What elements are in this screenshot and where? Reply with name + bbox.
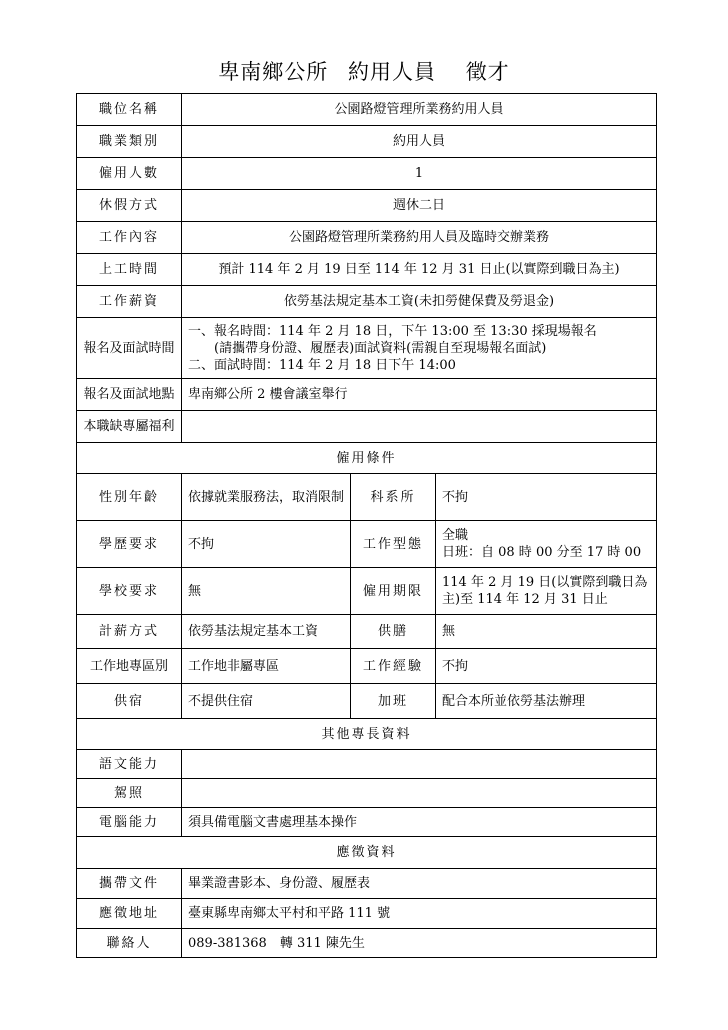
value-contact: 089-381368 轉 311 陳先生 (182, 929, 657, 958)
condition-row (77, 684, 657, 719)
label-school: 學校要求 (77, 568, 182, 615)
value-experience: 不拘 (436, 649, 657, 684)
title-role: 約用人員 (348, 60, 436, 84)
label-headcount: 僱用人數 (77, 158, 182, 190)
title-org: 卑南鄉公所 (218, 60, 329, 84)
label-gender-age: 性別年齡 (77, 474, 182, 521)
value-benefits (182, 411, 657, 443)
condition-row (77, 474, 657, 521)
row-license (77, 779, 657, 808)
value-gender-age: 依據就業服務法，取消限制 (182, 474, 351, 521)
row-leave-type (77, 190, 657, 222)
condition-row (77, 615, 657, 649)
value-language (182, 750, 657, 779)
row-job-category (77, 126, 657, 158)
value-address: 臺東縣卑南鄉太平村和平路 111 號 (182, 899, 657, 929)
label-work-zone: 工作地專區別 (77, 649, 182, 684)
value-documents: 畢業證書影本、身份證、履歷表 (182, 869, 657, 899)
row-headcount (77, 158, 657, 190)
row-start-time (77, 254, 657, 286)
value-meals: 無 (436, 615, 657, 649)
value-computer: 須具備電腦文書處理基本操作 (182, 808, 657, 837)
section-conditions (77, 443, 657, 474)
value-pay-method: 依勞基法規定基本工資 (182, 615, 351, 649)
row-interview-time (77, 318, 657, 379)
section-header-conditions: 僱用條件 (77, 443, 657, 474)
value-overtime: 配合本所並依勞基法辦理 (436, 684, 657, 719)
label-work-type: 工作型態 (351, 521, 436, 568)
value-headcount: 1 (182, 158, 657, 190)
value-position-name: 公園路燈管理所業務約用人員 (182, 94, 657, 126)
label-interview-place: 報名及面試地點 (77, 379, 182, 411)
value-leave-type: 週休二日 (182, 190, 657, 222)
label-department: 科系所 (351, 474, 436, 521)
row-language (77, 750, 657, 779)
value-department: 不拘 (436, 474, 657, 521)
label-position-name: 職位名稱 (77, 94, 182, 126)
row-computer (77, 808, 657, 837)
value-work-type (436, 521, 657, 568)
work-type-line-1: 全職 (442, 528, 469, 543)
row-address (77, 899, 657, 929)
row-job-content (77, 222, 657, 254)
label-license: 駕照 (77, 779, 182, 808)
interview-time-line-1: 一、報名時間：114 年 2 月 18 日，下午 13:00 至 13:30 採現場報名 (188, 323, 597, 339)
section-skills (77, 719, 657, 750)
condition-row (77, 568, 657, 615)
recruitment-form-table (76, 93, 657, 958)
label-job-content: 工作內容 (77, 222, 182, 254)
value-employment-period: 114 年 2 月 19 日(以實際到職日為主)至 114 年 12 月 31 日止 (436, 568, 657, 615)
label-education: 學歷要求 (77, 521, 182, 568)
value-salary: 依勞基法規定基本工資(未扣勞健保費及勞退金) (182, 286, 657, 318)
label-employment-period: 僱用期限 (351, 568, 436, 615)
section-header-application: 應徵資料 (77, 837, 657, 869)
work-type-line-2: 日班：自 08 時 00 分至 17 時 00 (442, 545, 642, 560)
label-documents: 攜帶文件 (77, 869, 182, 899)
label-language: 語文能力 (77, 750, 182, 779)
label-start-time: 上工時間 (77, 254, 182, 286)
row-contact (77, 929, 657, 958)
value-work-zone: 工作地非屬專區 (182, 649, 351, 684)
condition-row (77, 521, 657, 568)
label-address: 應徵地址 (77, 899, 182, 929)
label-computer: 電腦能力 (77, 808, 182, 837)
row-benefits (77, 411, 657, 443)
interview-time-line-3: 二、面試時間：114 年 2 月 18 日下午 14:00 (188, 357, 456, 373)
row-documents (77, 869, 657, 899)
value-interview-time (182, 318, 657, 379)
label-meals: 供膳 (351, 615, 436, 649)
label-salary: 工作薪資 (77, 286, 182, 318)
value-lodging: 不提供住宿 (182, 684, 351, 719)
label-job-category: 職業類別 (77, 126, 182, 158)
value-job-category: 約用人員 (182, 126, 657, 158)
interview-time-line-2: (請攜帶身份證、履歷表)面試資料(需親自至現場報名面試) (214, 340, 547, 356)
label-lodging: 供宿 (77, 684, 182, 719)
value-school: 無 (182, 568, 351, 615)
value-license (182, 779, 657, 808)
value-education: 不拘 (182, 521, 351, 568)
label-interview-time: 報名及面試時間 (77, 318, 182, 379)
row-position-name (77, 94, 657, 126)
section-application (77, 837, 657, 869)
label-experience: 工作經驗 (351, 649, 436, 684)
condition-row (77, 649, 657, 684)
label-benefits: 本職缺專屬福利 (77, 411, 182, 443)
label-pay-method: 計薪方式 (77, 615, 182, 649)
section-header-skills: 其他專長資料 (77, 719, 657, 750)
value-start-time: 預計 114 年 2 月 19 日至 114 年 12 月 31 日止(以實際到職日為主) (182, 254, 657, 286)
label-overtime: 加班 (351, 684, 436, 719)
value-job-content: 公園路燈管理所業務約用人員及臨時交辦業務 (182, 222, 657, 254)
page-title (0, 56, 728, 86)
label-leave-type: 休假方式 (77, 190, 182, 222)
title-action: 徵才 (465, 60, 510, 84)
value-interview-place: 卑南鄉公所 2 樓會議室舉行 (182, 379, 657, 411)
row-interview-place (77, 379, 657, 411)
label-contact: 聯絡人 (77, 929, 182, 958)
row-salary (77, 286, 657, 318)
